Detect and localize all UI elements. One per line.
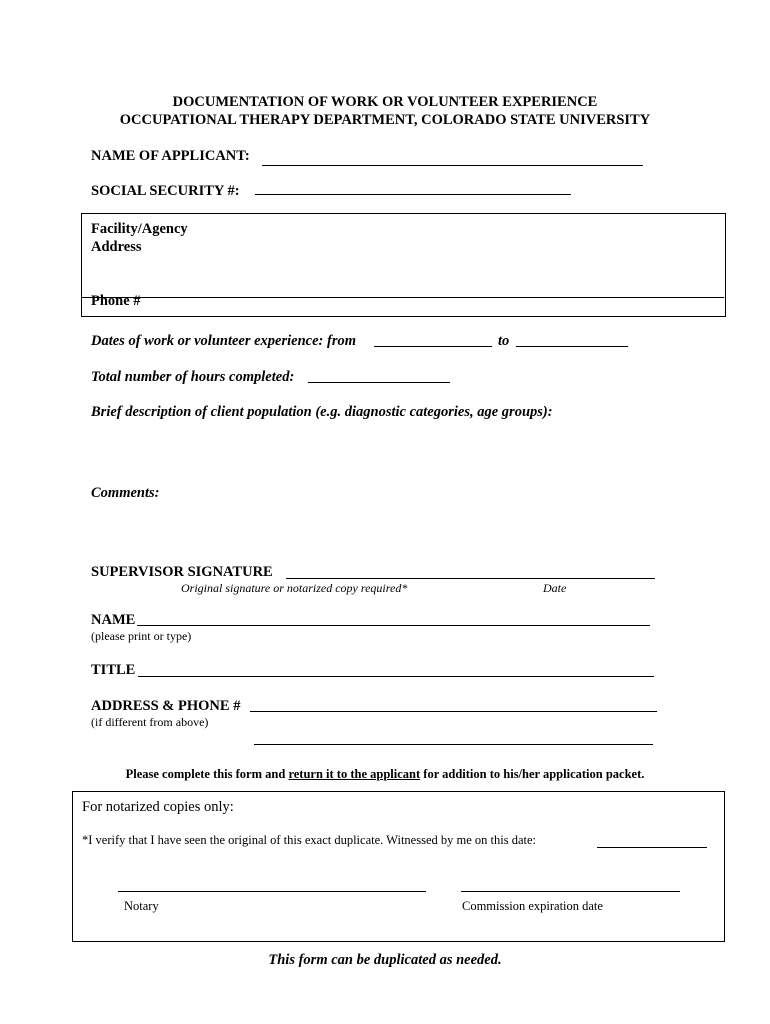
date-to-label: to [498, 333, 510, 349]
notary-heading: For notarized copies only: [82, 799, 234, 815]
supervisor-address-label: ADDRESS & PHONE # [91, 698, 241, 714]
applicant-name-label: NAME OF APPLICANT: [91, 148, 250, 164]
instruction-emphasis: return it to the applicant [288, 767, 421, 781]
notary-signature-field[interactable] [118, 891, 426, 892]
supervisor-name-field[interactable] [137, 625, 650, 626]
supervisor-signature-field[interactable] [286, 578, 655, 579]
ssn-field[interactable] [255, 194, 571, 195]
client-description-label: Brief description of client population (e.g. diagnostic categories, age groups): [91, 404, 553, 420]
date-from-field[interactable] [374, 346, 492, 347]
instruction-text [0, 767, 770, 782]
supervisor-name-note: (please print or type) [91, 629, 192, 643]
notary-label: Notary [124, 899, 159, 913]
instruction-prefix: Please complete this form and [125, 767, 289, 781]
applicant-name-field[interactable] [262, 165, 643, 166]
comments-label: Comments: [91, 485, 160, 501]
supervisor-address-field[interactable] [250, 711, 657, 712]
instruction-suffix: for addition to his/her application packet. [420, 767, 645, 781]
duplication-note: This form can be duplicated as needed. [268, 952, 502, 968]
dates-label: Dates of work or volunteer experience: from [91, 333, 356, 349]
ssn-label: SOCIAL SECURITY #: [91, 183, 240, 199]
hours-label: Total number of hours completed: [91, 369, 295, 385]
supervisor-signature-label: SUPERVISOR SIGNATURE [91, 564, 273, 580]
facility-address-label: Address [91, 239, 142, 255]
supervisor-name-label: NAME [91, 612, 136, 628]
facility-agency-label: Facility/Agency [91, 221, 188, 237]
supervisor-title-field[interactable] [138, 676, 654, 677]
form-title-line-1: DOCUMENTATION OF WORK OR VOLUNTEER EXPERIENCE [172, 94, 598, 110]
supervisor-address-note: (if different from above) [91, 715, 209, 729]
signature-date-note: Date [543, 581, 567, 595]
notary-verify-text: *I verify that I have seen the original of this exact duplicate. Witnessed by me on this date: [82, 833, 536, 847]
date-to-field[interactable] [516, 346, 628, 347]
signature-note: Original signature or notarized copy required* [181, 581, 408, 595]
form-title-line-2: OCCUPATIONAL THERAPY DEPARTMENT, COLORADO STATE UNIVERSITY [119, 112, 651, 128]
hours-field[interactable] [308, 382, 450, 383]
supervisor-address-field-2[interactable] [254, 744, 653, 745]
commission-expiration-field[interactable] [461, 891, 680, 892]
commission-expiration-label: Commission expiration date [462, 899, 603, 913]
supervisor-title-label: TITLE [91, 662, 136, 678]
facility-box-divider [81, 297, 724, 298]
notary-date-field[interactable] [597, 847, 707, 848]
facility-phone-label: Phone # [91, 293, 141, 309]
